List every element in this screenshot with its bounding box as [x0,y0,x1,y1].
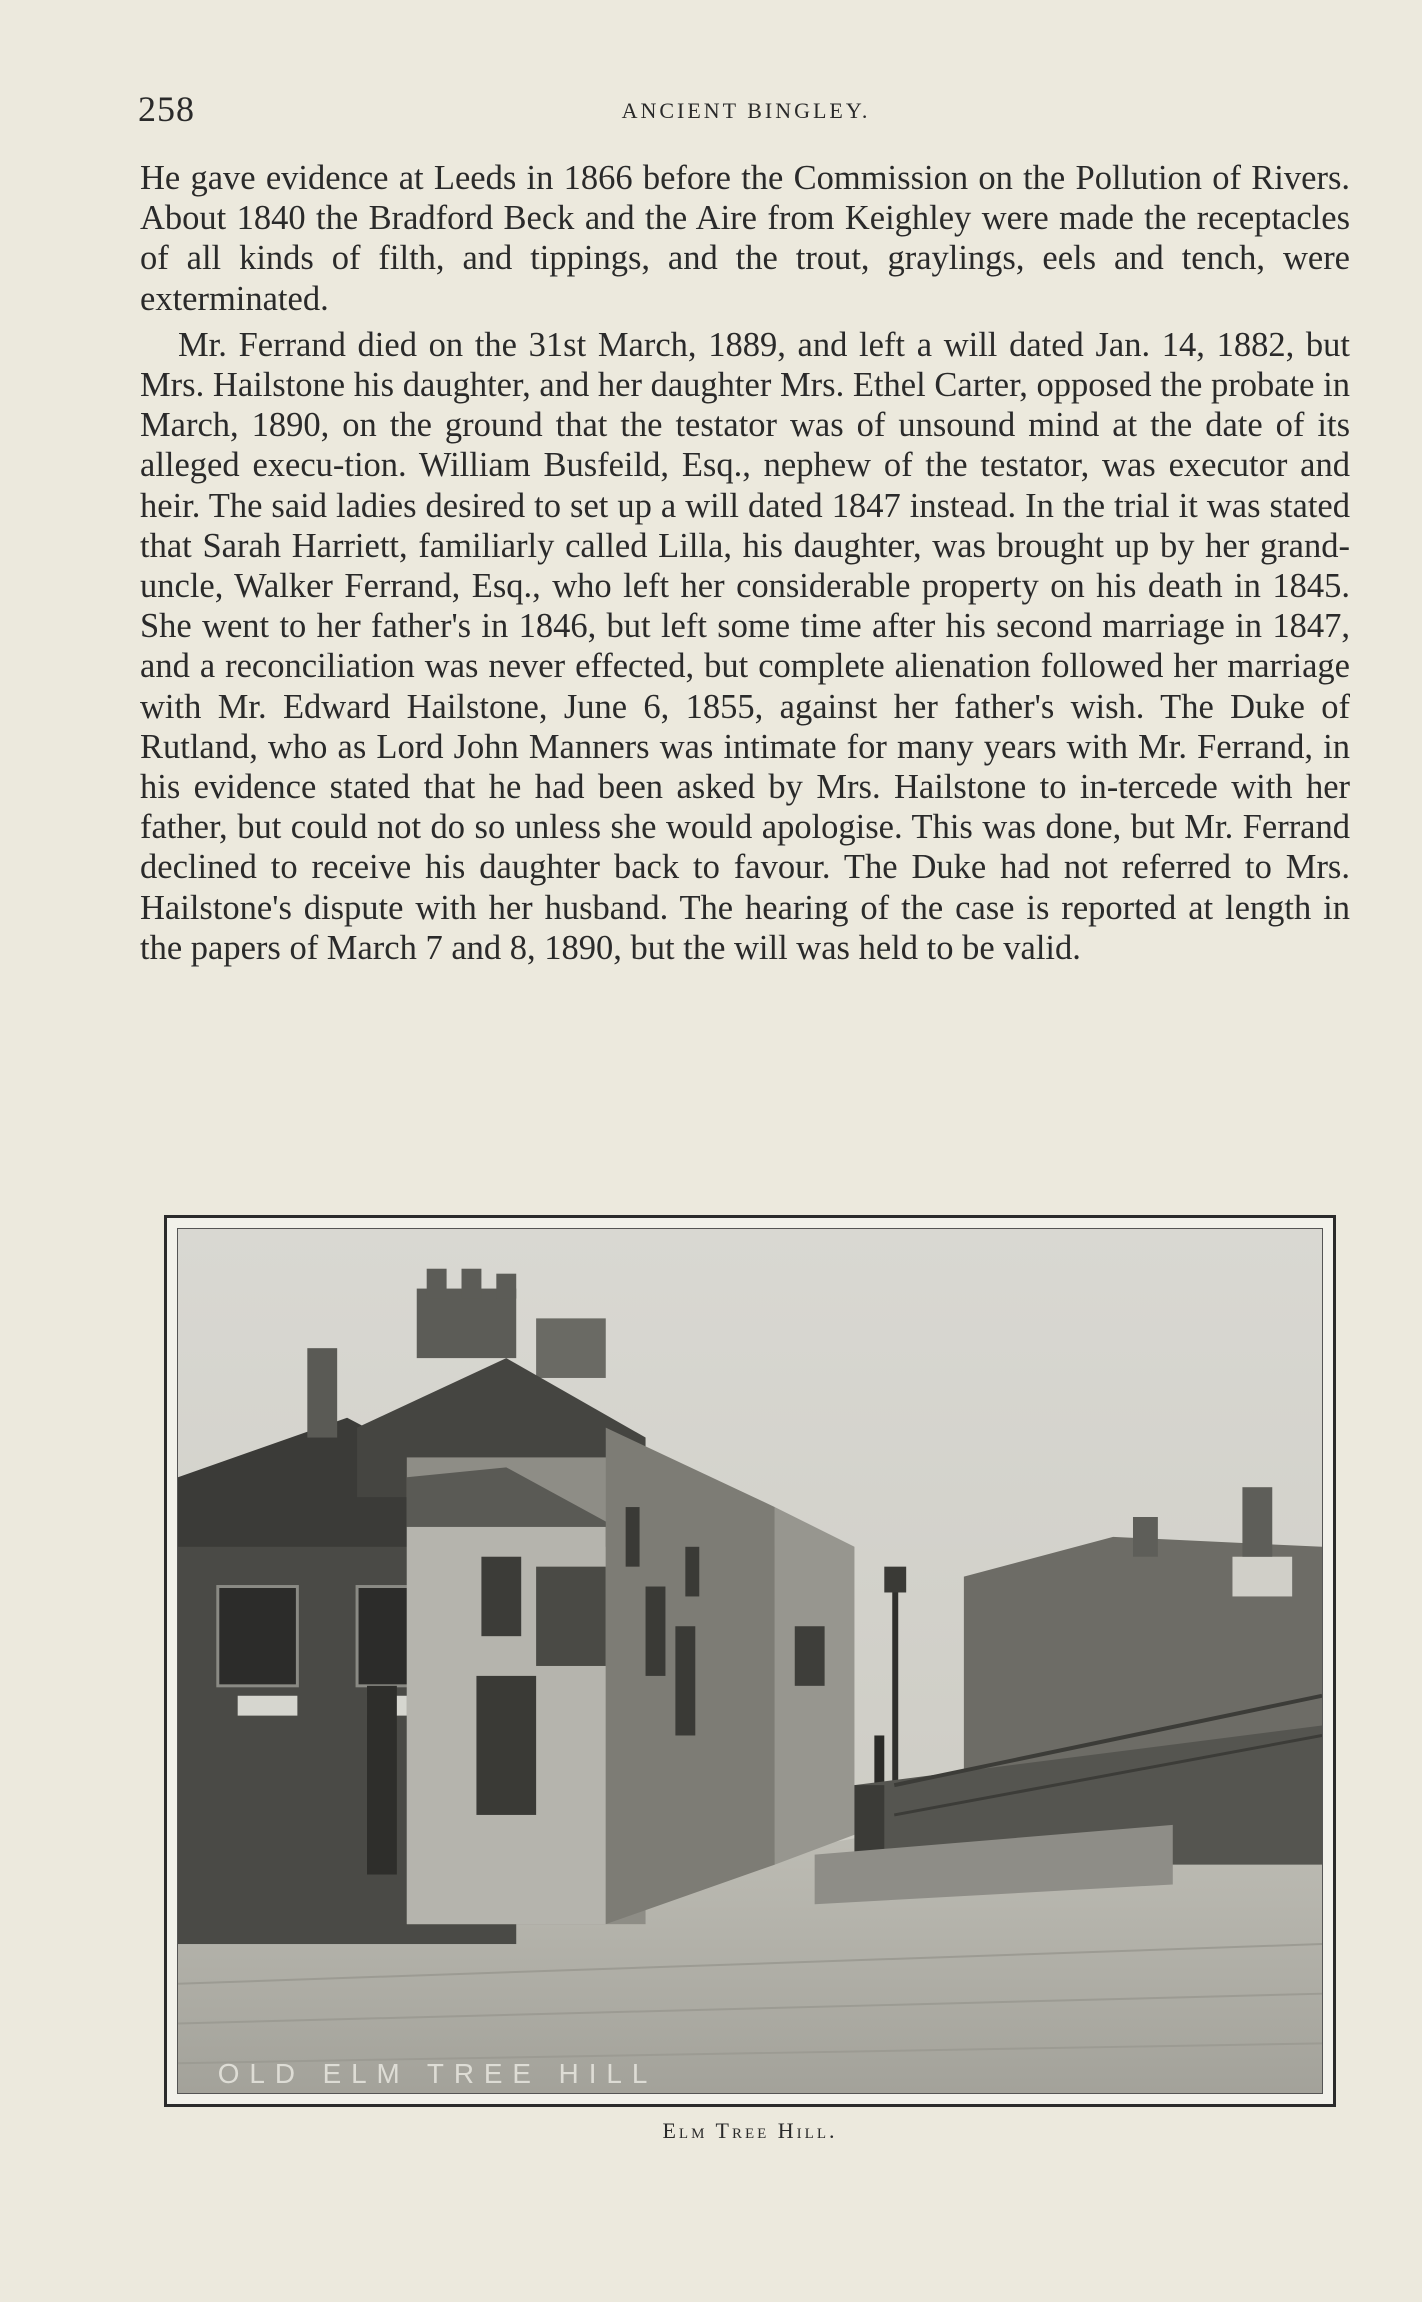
street-scene-illustration [178,1229,1322,2093]
paragraph: He gave evidence at Leeds in 1866 before the Commission on the Pollution of Rivers. About 1840 the Bradford Beck and the Aire from Keighley were made the receptacles of all kinds of filth, and tippings, and the trout, graylings, eels and tench, were exterminated. [140,159,1350,318]
figure-caption: Elm Tree Hill. [662,2118,838,2143]
body-text [140,158,1350,968]
photograph-frame [164,1215,1336,2107]
page-header [138,88,1354,128]
photograph [177,1228,1323,2094]
paragraph: Mr. Ferrand died on the 31st March, 1889, and left a will dated Jan. 14, 1882, but Mrs. Hailstone his daughter, and her daughter Mrs. Ethel Carter, opposed the probate in March, 1890, on the ground that the testator was of unsound mind at the date of its alleged execu-tion. William Busfeild, Esq., nephew of the testator, was executor and heir. The said ladies desired to set up a will dated 1847 instead. In the trial it was stated that Sarah Harriett, familiarly called Lilla, his daughter, was brought up by her grand-uncle, Walker Ferrand, Esq., who left her considerable property on his death in 1845. She went to her father's in 1846, but left some time after his second marriage in 1847, and a reconciliation was never effected, but complete alienation followed her marriage with Mr. Edward Hailstone, June 6, 1855, against her father's wish. The Duke of Rutland, who as Lord John Manners was intimate for many years with Mr. Ferrand, in his evidence stated that he had been asked by Mrs. Hailstone to in-tercede with her father, but could not do so unless she would apologise. This was done, but Mr. Ferrand declined to receive his daughter back to favour. The Duke had not referred to Mrs. Hailstone's dispute with her husband. The hearing of the case is reported at length in the papers of March 7 and 8, 1890, but the will was held to be valid. [140,325,1350,967]
photo-inscription: OLD ELM TREE HILL [217,2058,658,2090]
running-head: ANCIENT BINGLEY. [621,98,871,123]
page-number: 258 [138,89,195,129]
